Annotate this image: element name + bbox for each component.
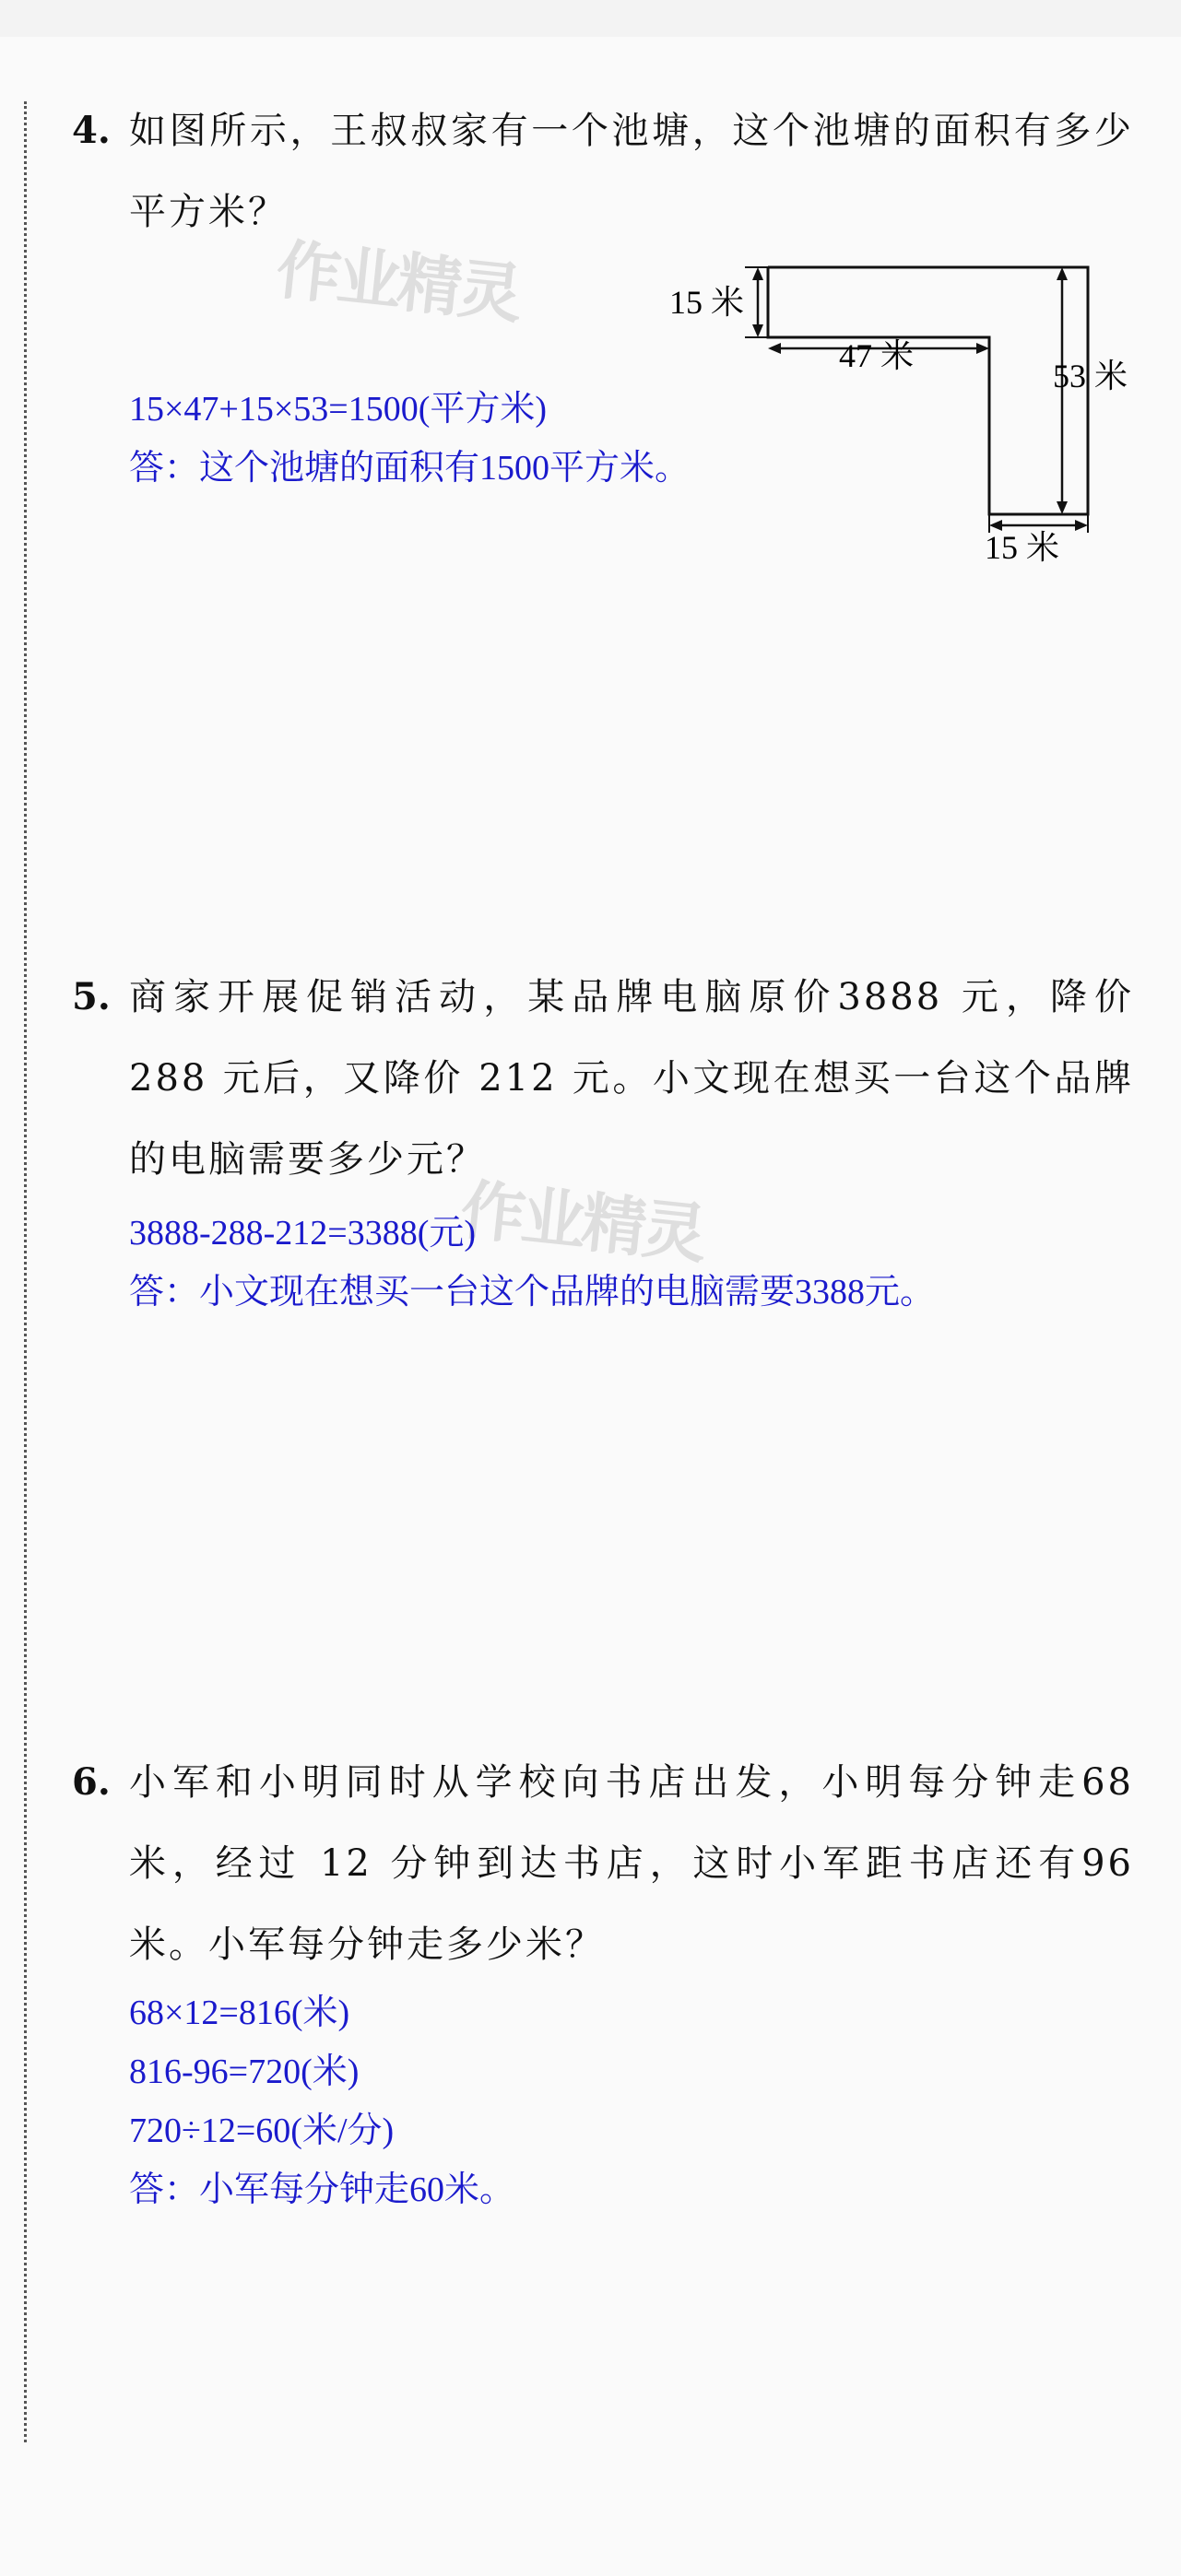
answer-line: 816-96=720(米) xyxy=(129,2053,360,2091)
answer-line: 720÷12=60(米/分) xyxy=(129,2111,395,2150)
answer-line: 答：小军每分钟走60米。 xyxy=(129,2170,515,2209)
binding-dotted-line xyxy=(24,101,27,2442)
question-4-number: 4. xyxy=(72,109,111,152)
question-5-answer xyxy=(129,1204,935,1322)
question-6-number: 6. xyxy=(72,1760,111,1804)
answer-line: 3888-288-212=3388(元) xyxy=(129,1214,477,1253)
label-top-width: 15 米 xyxy=(669,284,745,321)
question-5-number: 5. xyxy=(72,975,111,1018)
answer-line: 68×12=816(米) xyxy=(129,1994,350,2032)
watermark-logo: 作业精灵 xyxy=(272,231,523,333)
pond-outline xyxy=(768,267,1088,514)
answer-line: 15×47+15×53=1500(平方米) xyxy=(129,390,548,429)
answer-line: 答：这个池塘的面积有1500平方米。 xyxy=(129,449,691,488)
question-5-text: 商家开展促销活动，某品牌电脑原价3888 元，降价 288 元后，又降价 212 元。小文现在想买一台这个品牌的电脑需要多少元？ xyxy=(129,976,1134,1181)
watermark-logo: 作业精灵 xyxy=(456,1171,707,1273)
question-4-answer xyxy=(129,380,690,498)
question-6-answer xyxy=(129,1983,514,2219)
pond-figure xyxy=(636,249,1152,581)
label-right-length: 53 米 xyxy=(1053,358,1128,394)
question-6-text: 小军和小明同时从学校向书店出发，小明每分钟走68 米，经过 12 分钟到达书店，这时小军距书店还有96 米。小军每分钟走多少米？ xyxy=(129,1761,1134,1966)
label-inner-length: 47 米 xyxy=(839,337,915,374)
label-bottom-width: 15 米 xyxy=(985,529,1060,566)
top-strip xyxy=(0,0,1181,37)
answer-line: 答：小文现在想买一台这个品牌的电脑需要3388元。 xyxy=(129,1273,936,1312)
question-4-text: 如图所示，王叔叔家有一个池塘，这个池塘的面积有多少平方米？ xyxy=(129,110,1134,233)
